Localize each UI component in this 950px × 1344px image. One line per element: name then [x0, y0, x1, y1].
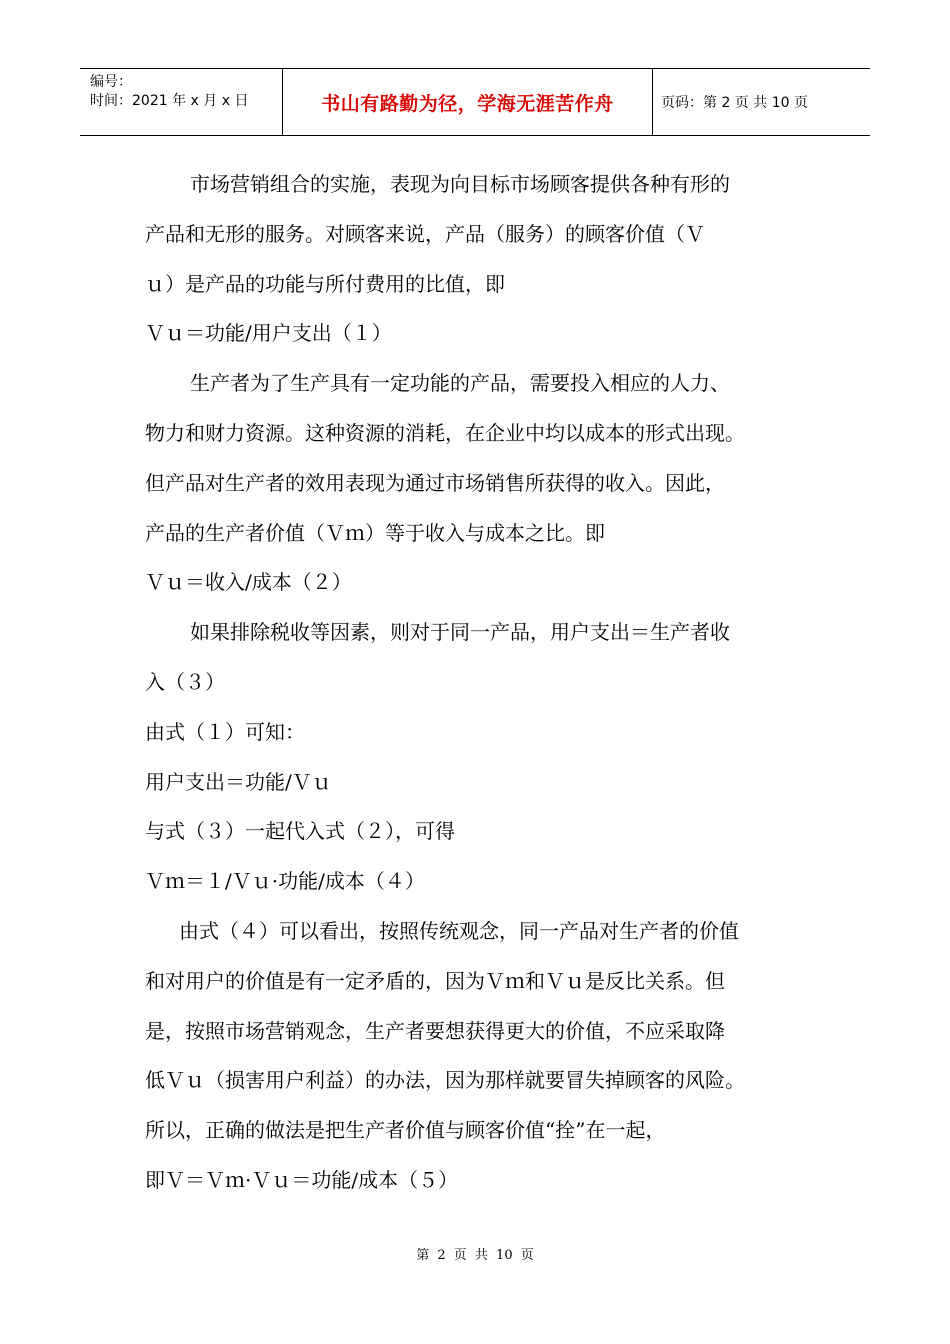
paragraph-line: 但产品对生产者的效用表现为通过市场销售所获得的收入。因此，: [145, 470, 725, 495]
page-footer: 第 2 页 共 10 页: [416, 1248, 534, 1263]
header-meta-cell: [80, 69, 283, 135]
paragraph-line: 所以，正确的做法是把生产者价值与顾客价值“拴”在一起，: [145, 1118, 666, 1143]
document-body: [145, 160, 825, 1206]
formula-line: Ｖｕ＝收入/成本（２）: [145, 570, 352, 595]
paragraph-line: 由式（４）可以看出，按照传统观念，同一产品对生产者的价值: [179, 918, 739, 943]
paragraph-line: 市场营销组合的实施，表现为向目标市场顾客提供各种有形的: [190, 172, 730, 196]
paragraph-line: 入（３）: [145, 669, 225, 694]
paragraph-line: 产品和无形的服务。对顾客来说，产品（服务）的顾客价值（Ｖ: [145, 221, 705, 246]
date-label: 时间：2021 年 x 月 x 日: [90, 93, 249, 109]
formula-line: 即Ｖ＝Ｖｍ·Ｖｕ＝功能/成本（５）: [145, 1167, 459, 1192]
paragraph-line: 物力和财力资源。这种资源的消耗，在企业中均以成本的形式出现。: [145, 420, 745, 445]
paragraph-line: 与式（３）一起代入式（２），可得: [145, 819, 455, 844]
formula-line: 用户支出＝功能/Ｖｕ: [145, 769, 332, 794]
header-page-info: 页码：第 2 页 共 10 页: [661, 95, 808, 111]
paragraph-line: 低Ｖｕ（损害用户利益）的办法，因为那样就要冒失掉顾客的风险。: [145, 1068, 745, 1093]
serial-number-label: 编号：: [90, 74, 132, 90]
paragraph-line: ｕ）是产品的功能与所付费用的比值，即: [145, 271, 505, 296]
paragraph-line: 产品的生产者价值（Ｖｍ）等于收入与成本之比。即: [145, 520, 605, 545]
header-motto: 书山有路勤为径，学海无涯苦作舟: [283, 69, 653, 135]
paragraph-line: 由式（１）可知：: [145, 719, 305, 744]
paragraph-line: 生产者为了生产具有一定功能的产品，需要投入相应的人力、: [190, 371, 730, 396]
document-header: [80, 68, 870, 136]
paragraph-line: 和对用户的价值是有一定矛盾的，因为Ｖｍ和Ｖｕ是反比关系。但: [145, 968, 725, 993]
paragraph-line: 是，按照市场营销观念，生产者要想获得更大的价值，不应采取降: [145, 1018, 725, 1043]
formula-line: Ｖｕ＝功能/用户支出（１）: [145, 321, 392, 346]
paragraph-line: 如果排除税收等因素，则对于同一产品，用户支出＝生产者收: [190, 620, 730, 645]
formula-line: Ｖｍ＝１/Ｖｕ·功能/成本（４）: [145, 869, 425, 894]
